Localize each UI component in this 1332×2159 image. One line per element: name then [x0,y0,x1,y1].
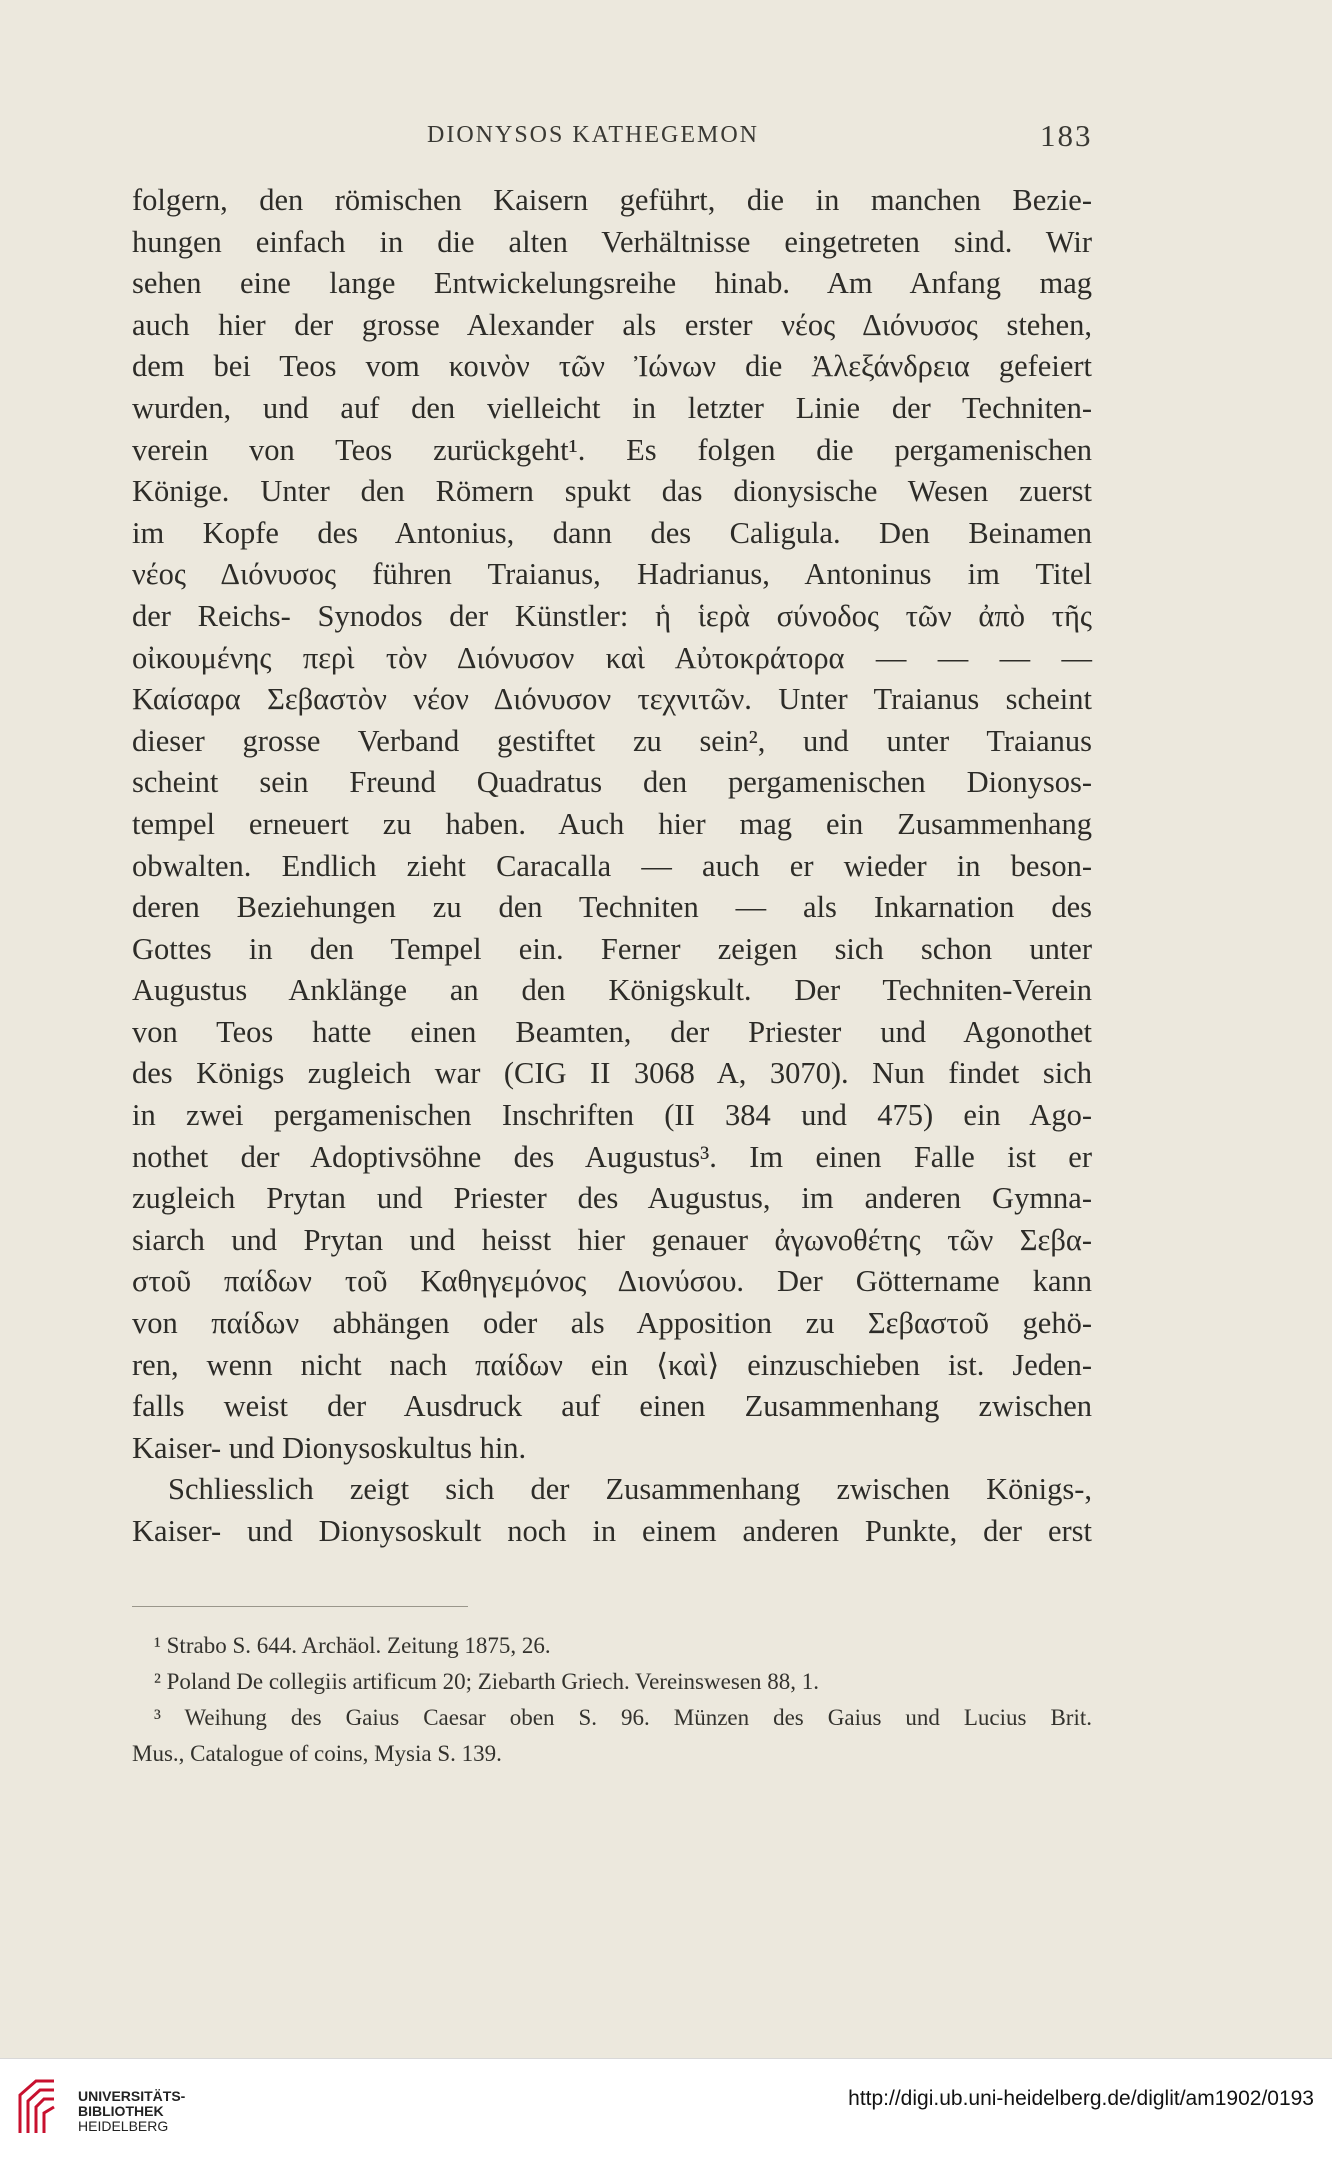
permalink-url[interactable]: http://digi.ub.uni-heidelberg.de/diglit/am1902/0193 [848,2087,1314,2110]
text-line: στοῦ παίδων τοῦ Καθηγεμόνος Διονύσου. Der Göttername kann [132,1264,1092,1299]
library-line: UNIVERSITÄTS- [78,2088,186,2104]
ub-heidelberg-logo-icon[interactable] [14,2073,64,2143]
text-line: obwalten. Endlich zieht Caracalla — auch er wieder in beson- [132,848,1092,883]
text-line: Schliesslich zeigt sich der Zusammenhang zwischen Königs-, [168,1472,1092,1507]
text-line: auch hier der grosse Alexander als erster νέος Διόνυσος stehen, [132,307,1092,342]
text-line: der Reichs- Synodos der Künstler: ἡ ἱερὰ σύνοδος τῶν ἀπὸ τῆς [132,598,1092,633]
text-line: im Kopfe des Antonius, dann des Caligula. Den Beinamen [132,515,1092,550]
text-line: dem bei Teos vom κοινὸν τῶν Ἰώνων die Ἀλεξάνδρεια gefeiert [132,349,1092,384]
library-line: BIBLIOTHEK [78,2103,164,2119]
text-line: falls weist der Ausdruck auf einen Zusammenhang zwischen [132,1389,1092,1424]
page-number: 183 [1040,118,1093,153]
text-line: folgern, den römischen Kaisern geführt, die in manchen Bezie- [132,183,1092,217]
text-line: Καίσαρα Σεβαστὸν νέον Διόνυσον τεχνιτῶν. Unter Traianus scheint [132,682,1092,717]
text-line: οἰκουμένης περὶ τὸν Διόνυσον καὶ Αὐτοκράτορα — — — — [132,640,1092,675]
text-line: Könige. Unter den Römern spukt das dionysische Wesen zuerst [132,474,1092,509]
text-line: Kaiser- und Dionysoskult noch in einem anderen Punkte, der erst [132,1514,1092,1548]
footnote: ³ Weihung des Gaius Caesar oben S. 96. Münzen des Gaius und Lucius Brit. [154,1705,1092,1730]
text-line: scheint sein Freund Quadratus den pergamenischen Dionysos- [132,765,1092,800]
text-line: ren, wenn nicht nach παίδων ein ⟨καὶ⟩ einzuschieben ist. Jeden- [132,1347,1092,1382]
footnotes [132,1628,1092,1772]
text-line: deren Beziehungen zu den Techniten — als Inkarnation des [132,890,1092,925]
library-line: HEIDELBERG [78,2118,169,2134]
text-line: nothet der Adoptivsöhne des Augustus³. Im einen Falle ist er [132,1139,1092,1174]
text-line: des Königs zugleich war (CIG II 3068 A, 3070). Nun findet sich [132,1056,1092,1091]
text-line: tempel erneuert zu haben. Auch hier mag ein Zusammenhang [132,806,1092,841]
text-line: sehen eine lange Entwickelungsreihe hinab. Am Anfang mag [132,266,1092,301]
text-line: νέος Διόνυσος führen Traianus, Hadrianus, Antoninus im Titel [132,557,1092,592]
library-name[interactable] [78,2089,185,2134]
text-line: Augustus Anklänge an den Königskult. Der Techniten-Verein [132,973,1092,1008]
footnote-rule [132,1606,468,1607]
running-head-title: DIONYSOS KATHEGEMON [427,122,759,148]
text-line: von παίδων abhängen oder als Apposition zu Σεβαστοῦ gehö- [132,1306,1092,1341]
viewer-footer [0,2058,1332,2159]
footnote: ¹ Strabo S. 644. Archäol. Zeitung 1875, 26. [154,1633,551,1658]
text-line: von Teos hatte einen Beamten, der Priester und Agonothet [132,1014,1092,1049]
footnote: Mus., Catalogue of coins, Mysia S. 139. [132,1741,502,1766]
text-line: siarch und Prytan und heisst hier genauer ἀγωνοθέτης τῶν Σεβα- [132,1222,1092,1257]
footnote: ² Poland De collegiis artificum 20; Ziebarth Griech. Vereinswesen 88, 1. [154,1669,819,1694]
text-line: hungen einfach in die alten Verhältnisse eingetreten sind. Wir [132,224,1092,259]
text-line: zugleich Prytan und Priester des Augustus, im anderen Gymna- [132,1181,1092,1216]
body-text [132,180,1092,1553]
text-line: Kaiser- und Dionysoskultus hin. [132,1430,527,1465]
text-line: in zwei pergamenischen Inschriften (II 384 und 475) ein Ago- [132,1098,1092,1133]
running-head [0,118,1332,162]
text-line: dieser grosse Verband gestiftet zu sein², und unter Traianus [132,723,1092,758]
text-line: Gottes in den Tempel ein. Ferner zeigen sich schon unter [132,931,1092,966]
text-line: verein von Teos zurückgeht¹. Es folgen die pergamenischen [132,432,1092,467]
text-line: wurden, und auf den vielleicht in letzter Linie der Techniten- [132,390,1092,425]
